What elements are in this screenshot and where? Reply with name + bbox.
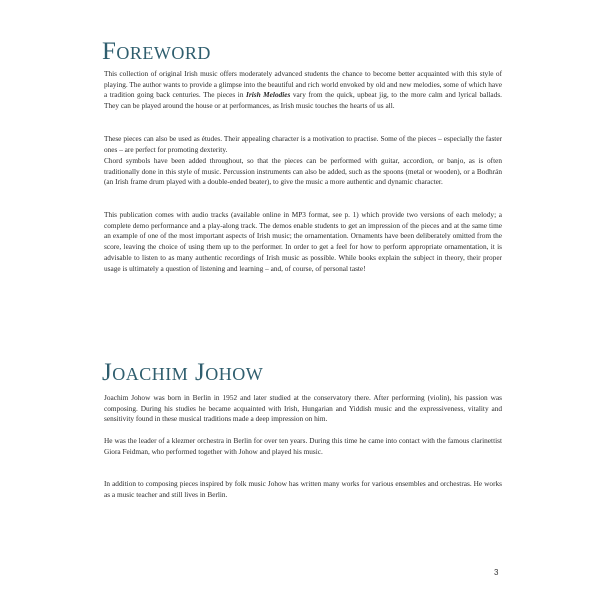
foreword-paragraph-2: These pieces can also be used as études. Their appealing character is a motivation to practise. Some of the pieces – especially the faster ones – are perfect for promoting dexterity.: [104, 134, 502, 154]
page-number: 3: [494, 568, 499, 577]
author-paragraph-3: In addition to composing pieces inspired by folk music Johow has written many works for various ensembles and orchestras. He works as a music teacher and still lives in Berlin.: [104, 479, 502, 499]
author-heading: Joachim Johow: [102, 359, 264, 386]
foreword-paragraph-1: [104, 69, 502, 112]
book-title-emphasis: Irish Melodies: [246, 90, 291, 100]
foreword-paragraph-3: Chord symbols have been added throughout, so that the pieces can be performed with guitar, accordion, or banjo, as is often traditionally done in this style of music. Percussion instruments can also be added, such as the spoons (metal or wooden), or a Bodhrán (an Irish frame drum played with a double-ended beater), to give the music a more authentic and dynamic character.: [104, 156, 502, 187]
foreword-paragraph-1-text-start: This collection of original Irish music offers moderately advanced students the chance to become better acquainted with this style of playing. The author wants to provide a glimpse into the beautiful and rich world envoked by old and new melodies, some of which have a tradition going back centuries. The pieces in: [104, 69, 502, 100]
author-paragraph-2: He was the leader of a klezmer orchestra in Berlin for over ten years. During this time he came into contact with the famous clarinettist Giora Feidman, who performed together with Johow and played his music.: [104, 436, 502, 456]
foreword-heading: Foreword: [102, 38, 211, 65]
author-paragraph-1: Joachim Johow was born in Berlin in 1952 and later studied at the conservatory there. After performing (violin), his passion was composing. During his studies he became acquainted with Irish, Hungarian and Yiddish music and the expressiveness, vitality and sensitivity found in these musical traditions made a deep impression on him.: [104, 393, 502, 424]
foreword-paragraph-1-text-end: vary from the quick, upbeat jig, to the more calm and lyrical ballads. They can be played around the house or at performances, as Irish music touches the hearts of us all.: [104, 90, 502, 111]
foreword-paragraph-4: This publication comes with audio tracks (available online in MP3 format, see p. 1) which provide two versions of each melody; a complete demo performance and a play-along track. The demos enable students to get an impression of the pieces and at the same time an example of one of the most important aspects of Irish music; the ornamentation. Ornaments have been deliberately omitted from the score, leaving the choice of using them up to the performer. In order to get a feel for how to perform appropriate ornamentation, it is advisable to listen to as many authentic recordings of Irish music as possible. While books explain the subject in theory, their proper usage is ultimately a question of listening and learning – and, of course, of personal taste!: [104, 210, 502, 273]
